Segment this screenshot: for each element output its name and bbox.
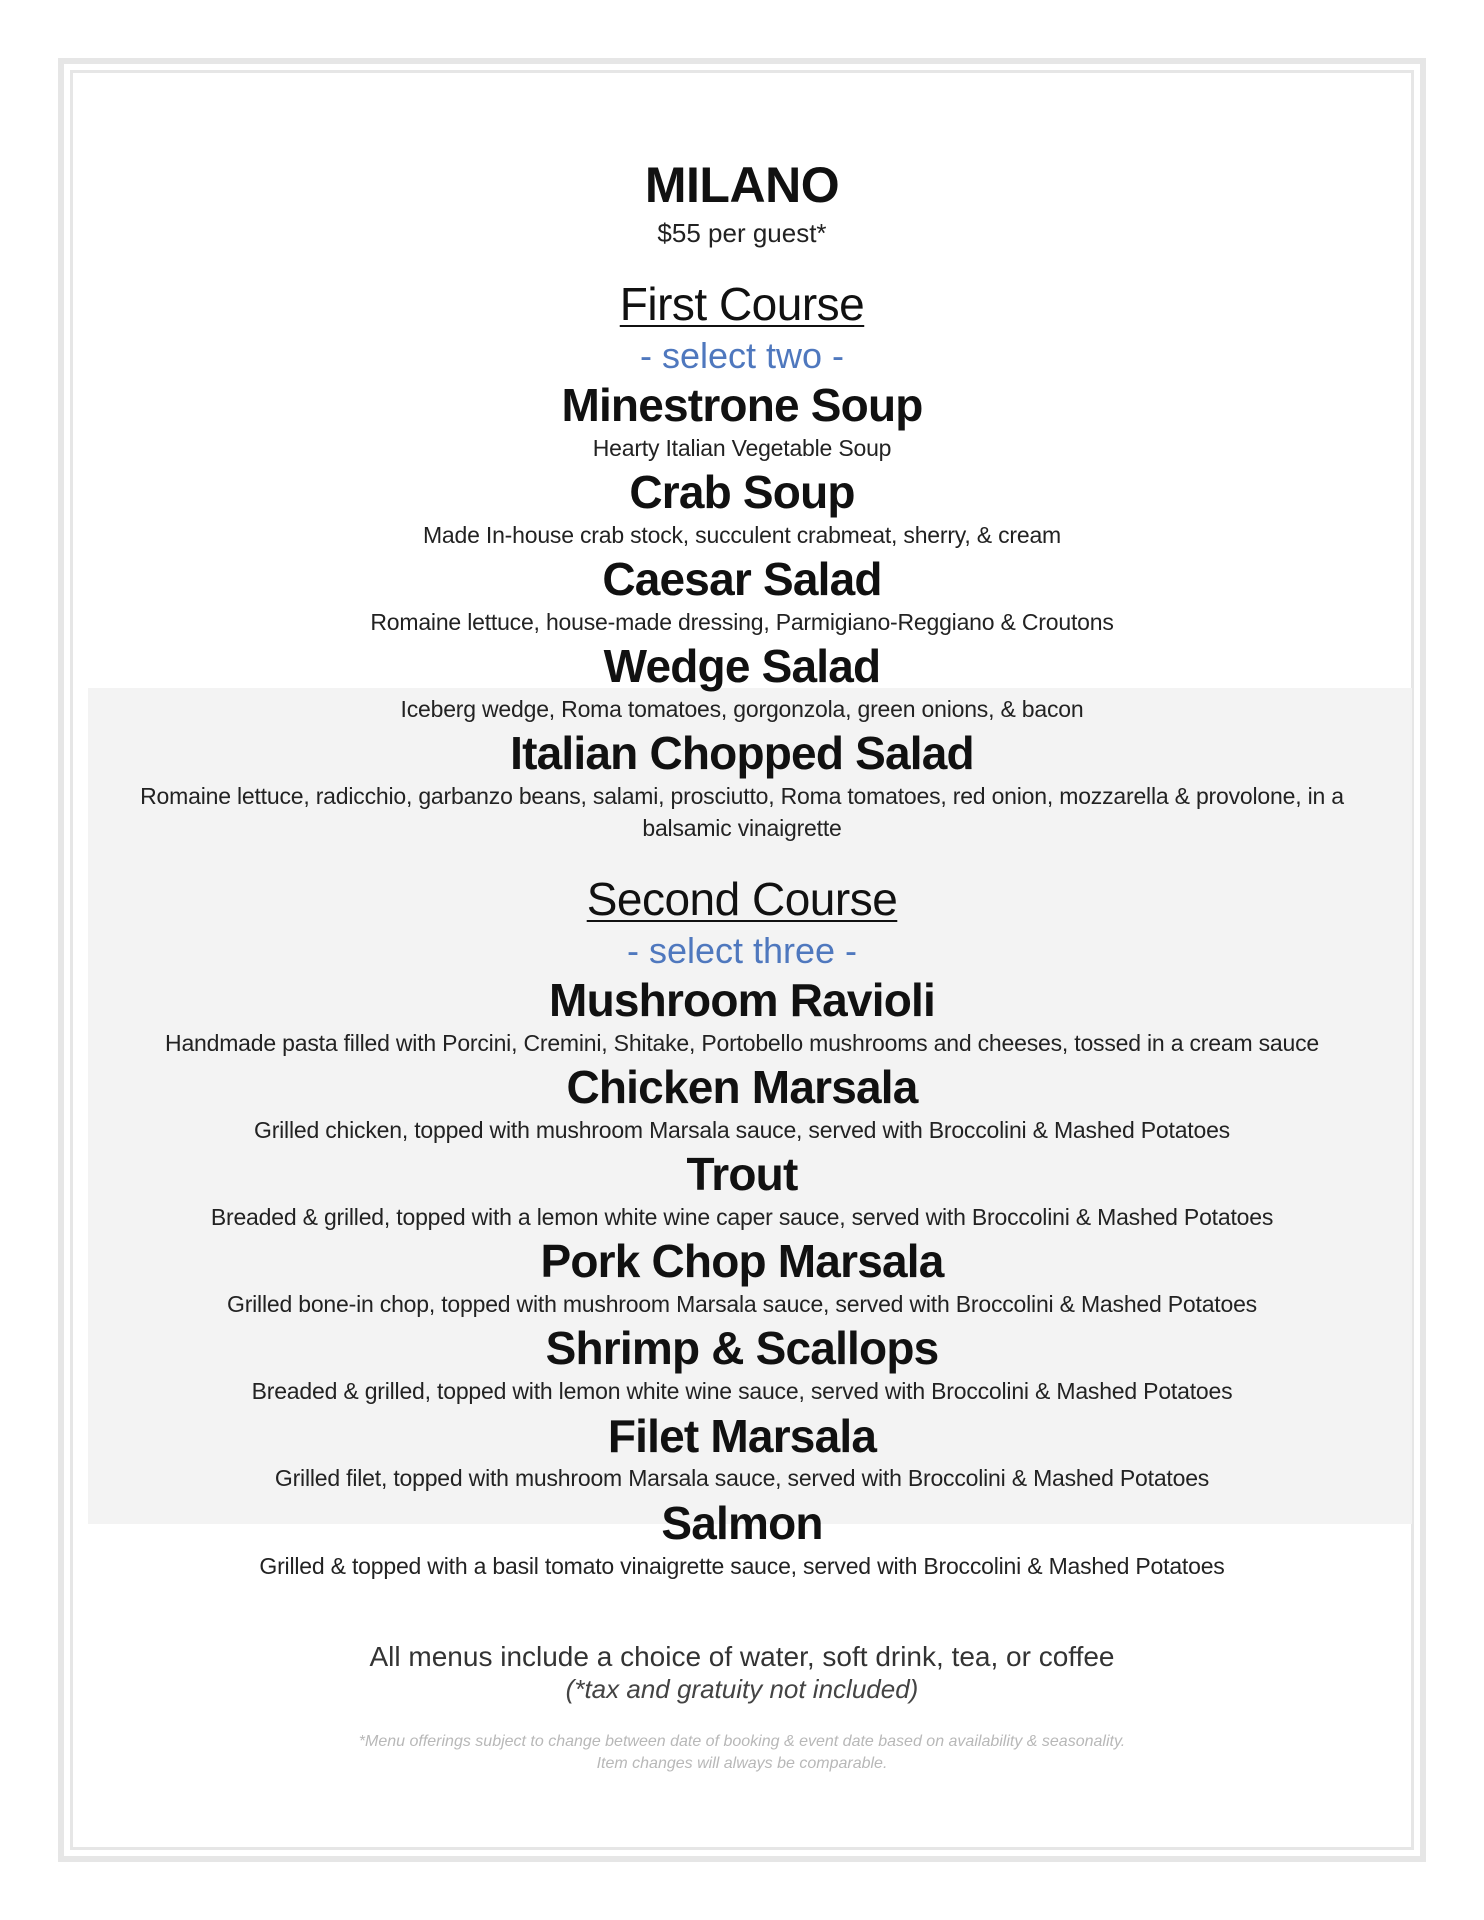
item-name: Crab Soup bbox=[629, 465, 855, 518]
item-name: Filet Marsala bbox=[607, 1409, 877, 1462]
item-description: Grilled filet, topped with mushroom Marsala sauce, served with Broccolini & Mashed Potatoes bbox=[274, 1465, 1210, 1492]
item-name: Wedge Salad bbox=[603, 640, 881, 693]
beverage-note: All menus include a choice of water, soft drink, tea, or coffee bbox=[369, 1640, 1115, 1672]
item-description: Grilled & topped with a basil tomato vinaigrette sauce, served with Broccolini & Mashed Potatoes bbox=[259, 1552, 1225, 1579]
item-name: Caesar Salad bbox=[602, 552, 882, 605]
menu-item bbox=[88, 1148, 1396, 1233]
second-course-heading: Second Course bbox=[586, 873, 898, 926]
item-name: Salmon bbox=[661, 1496, 823, 1549]
first-course-heading: First Course bbox=[619, 278, 865, 330]
menu-item bbox=[88, 1497, 1396, 1582]
item-name: Pork Chop Marsala bbox=[540, 1235, 944, 1288]
item-name: Mushroom Ravioli bbox=[549, 974, 935, 1027]
menu-title: MILANO bbox=[644, 157, 840, 213]
item-description: Hearty Italian Vegetable Soup bbox=[592, 434, 892, 461]
menu-item bbox=[88, 1410, 1396, 1495]
item-description: Made In-house crab stock, succulent crabmeat, sherry, & cream bbox=[422, 521, 1062, 548]
disclaimer-line: Item changes will always be comparable. bbox=[596, 1755, 888, 1773]
second-course-select-note: - select three - bbox=[626, 929, 858, 971]
first-course-select-note: - select two - bbox=[639, 334, 845, 376]
item-description: Romaine lettuce, house-made dressing, Parmigiano-Reggiano & Croutons bbox=[370, 608, 1114, 635]
item-description: Handmade pasta filled with Porcini, Cremini, Shitake, Portobello mushrooms and cheeses, tossed in a cream sauce bbox=[165, 1030, 1319, 1057]
first-course-section bbox=[88, 279, 1396, 844]
menu-item bbox=[88, 553, 1396, 638]
menu-item bbox=[88, 727, 1396, 844]
disclaimer-line: *Menu offerings subject to change between date of booking & event date based on availability & seasonality. bbox=[358, 1733, 1126, 1751]
menu-item bbox=[88, 379, 1396, 464]
item-description: Grilled chicken, topped with mushroom Marsala sauce, served with Broccolini & Mashed Potatoes bbox=[254, 1117, 1230, 1144]
menu-footer bbox=[88, 1640, 1396, 1776]
menu-item bbox=[88, 974, 1396, 1059]
item-name: Minestrone Soup bbox=[561, 378, 923, 431]
item-description: Breaded & grilled, topped with a lemon white wine caper sauce, served with Broccolini & Mashed Potatoes bbox=[210, 1204, 1274, 1231]
item-description: Breaded & grilled, topped with lemon white wine sauce, served with Broccolini & Mashed Potatoes bbox=[251, 1378, 1233, 1405]
menu-item bbox=[88, 1235, 1396, 1320]
item-name: Trout bbox=[686, 1148, 798, 1201]
item-name: Shrimp & Scallops bbox=[545, 1322, 939, 1375]
disclaimer bbox=[88, 1731, 1396, 1776]
menu-content bbox=[88, 148, 1396, 1776]
item-name: Italian Chopped Salad bbox=[510, 727, 974, 780]
second-course-section bbox=[88, 874, 1396, 1581]
item-description: Romaine lettuce, radicchio, garbanzo beans, salami, prosciutto, Roma tomatoes, red onion, mozzarella & provolone, in a balsamic vinaigrette bbox=[140, 782, 1344, 842]
item-name: Chicken Marsala bbox=[566, 1061, 918, 1114]
menu-item bbox=[88, 1061, 1396, 1146]
item-description: Grilled bone-in chop, topped with mushroom Marsala sauce, served with Broccolini & Mashed Potatoes bbox=[227, 1291, 1257, 1318]
menu-item bbox=[88, 466, 1396, 551]
menu-price: $55 per guest* bbox=[657, 218, 827, 248]
menu-item bbox=[88, 1322, 1396, 1407]
menu-item bbox=[88, 640, 1396, 725]
tax-note: (*tax and gratuity not included) bbox=[565, 1674, 919, 1705]
item-description: Iceberg wedge, Roma tomatoes, gorgonzola, green onions, & bacon bbox=[400, 695, 1084, 722]
